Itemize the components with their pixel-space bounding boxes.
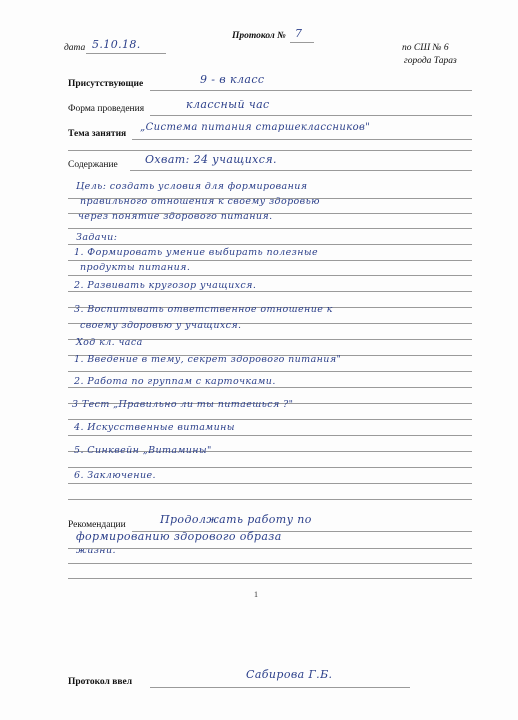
ruled-line: [68, 435, 472, 436]
tasks-heading: Задачи:: [76, 232, 118, 243]
entered-by-label: Протокол ввел: [68, 677, 133, 687]
page-number: 1: [254, 590, 258, 599]
task-3-line-1: 3. Воспитывать ответственное отношение к: [74, 304, 333, 315]
ruled-line: [68, 228, 472, 229]
step-1: 1. Введение в тему, секрет здорового питания": [74, 354, 342, 365]
step-2: 2. Работа по группам с карточками.: [74, 376, 276, 387]
date-value: 5.10.18.: [92, 38, 141, 51]
recommendations-line-2: формированию здорового образа: [76, 530, 282, 543]
ruled-line: [68, 467, 472, 468]
task-1-line-1: 1. Формировать умение выбирать полезные: [74, 247, 319, 258]
content-value: Охват: 24 учащихся.: [145, 153, 277, 166]
attendees-label: Присутствующие: [68, 79, 144, 89]
entered-by-underline: [150, 687, 410, 688]
step-6: 6. Заключение.: [74, 470, 156, 481]
goal-line-2: правильного отношения к своему здоровью: [80, 196, 320, 207]
topic-label: Тема занятия: [68, 129, 127, 139]
goal-line-1: Цель: создать условия для формирования: [76, 181, 308, 192]
recommendations-underline-2: [68, 548, 472, 549]
recommendations-label: Рекомендации: [68, 520, 126, 530]
form-value: классный час: [186, 98, 270, 111]
task-3-line-2: своему здоровью у учащихся.: [80, 320, 242, 331]
ruled-line: [68, 499, 472, 500]
recommendations-underline-4: [68, 578, 472, 579]
recommendations-line-1: Продолжать работу по: [160, 513, 312, 526]
task-2: 2. Развивать кругозор учащихся.: [74, 280, 257, 291]
ruled-line: [68, 260, 472, 261]
protocol-title: Протокол №: [232, 31, 286, 41]
topic-underline: [132, 139, 472, 140]
ruled-line: [68, 419, 472, 420]
number-underline: [290, 42, 314, 43]
ruled-line: [68, 371, 472, 372]
entered-by-value: Сабирова Г.Б.: [246, 668, 333, 681]
topic-value: „Система питания старшеклассников": [140, 122, 371, 133]
date-label: дата: [64, 43, 86, 53]
ruled-line: [68, 244, 472, 245]
recommendations-underline-3: [68, 563, 472, 564]
date-underline: [86, 53, 166, 54]
goal-line-3: через понятие здорового питания.: [78, 211, 273, 222]
course-heading: Ход кл. часа: [76, 337, 143, 348]
form-label: Форма проведения: [68, 104, 145, 114]
attendees-underline: [150, 90, 472, 91]
ruled-line: [68, 275, 472, 276]
form-underline: [150, 115, 472, 116]
step-5: 5. Синквейн „Витамины": [74, 445, 212, 456]
school-line1: по СШ № 6: [402, 43, 449, 53]
content-label: Содержание: [68, 160, 118, 170]
ruled-line: [68, 483, 472, 484]
recommendations-line-3: жизни.: [76, 545, 116, 556]
content-underline: [130, 170, 472, 171]
protocol-number: 7: [295, 27, 303, 40]
school-line2: города Тараз: [404, 56, 457, 66]
ruled-line: [68, 291, 472, 292]
task-1-line-2: продукты питания.: [80, 262, 191, 273]
attendees-value: 9 - в класс: [200, 73, 265, 86]
topic-underline-2: [68, 150, 472, 151]
step-3: 3 Тест „Правильно ли ты питаешься ?": [72, 399, 294, 410]
step-4: 4. Искусственные витамины: [74, 422, 235, 433]
ruled-line: [68, 387, 472, 388]
